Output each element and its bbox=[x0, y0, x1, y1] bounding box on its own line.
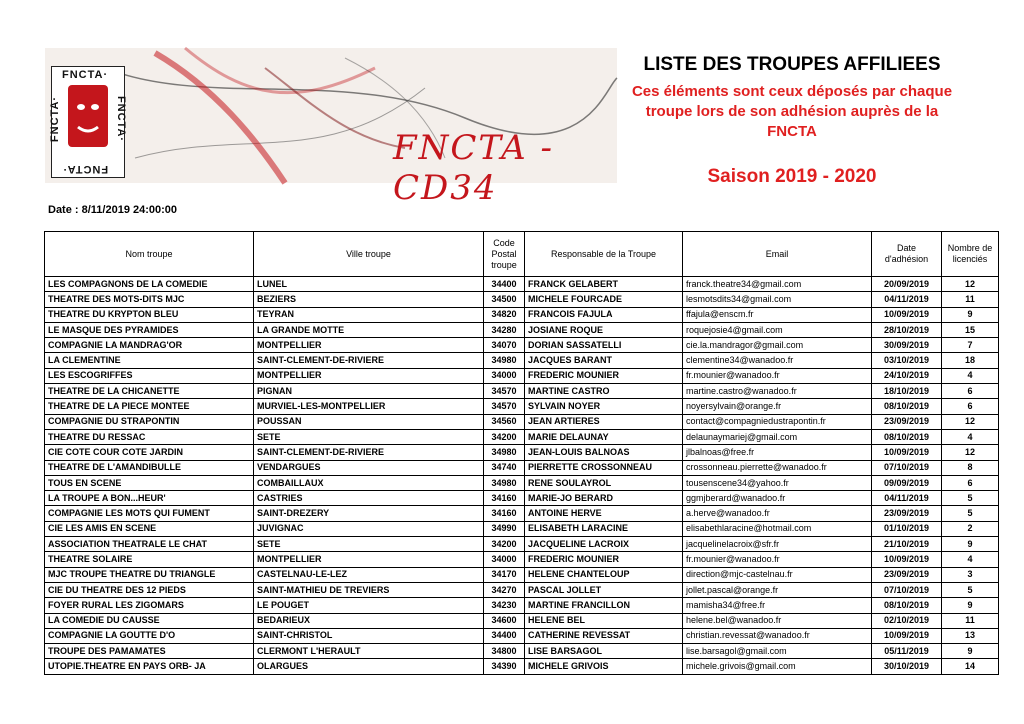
cell-ville: JUVIGNAC bbox=[254, 521, 484, 536]
cell-email: michele.grivois@gmail.com bbox=[683, 659, 872, 674]
cell-code-postal: 34000 bbox=[484, 552, 525, 567]
cell-email: martine.castro@wanadoo.fr bbox=[683, 384, 872, 399]
cell-licencies: 9 bbox=[942, 598, 999, 613]
cell-ville: CASTRIES bbox=[254, 491, 484, 506]
cell-licencies: 11 bbox=[942, 292, 999, 307]
cell-date: 04/11/2019 bbox=[872, 292, 942, 307]
cell-responsable: FRANCK GELABERT bbox=[525, 277, 683, 292]
col-header-responsable: Responsable de la Troupe bbox=[525, 232, 683, 277]
cell-date: 08/10/2019 bbox=[872, 429, 942, 444]
cell-nom-troupe: ASSOCIATION THEATRALE LE CHAT bbox=[45, 537, 254, 552]
cell-nom-troupe: CIE LES AMIS EN SCENE bbox=[45, 521, 254, 536]
cell-email: tousenscene34@yahoo.fr bbox=[683, 475, 872, 490]
cell-responsable: PIERRETTE CROSSONNEAU bbox=[525, 460, 683, 475]
cell-email: jollet.pascal@orange.fr bbox=[683, 582, 872, 597]
cell-licencies: 6 bbox=[942, 399, 999, 414]
table-row bbox=[45, 307, 999, 322]
cell-date: 24/10/2019 bbox=[872, 368, 942, 383]
cell-ville: MURVIEL-LES-MONTPELLIER bbox=[254, 399, 484, 414]
cell-nom-troupe: THEATRE DE LA CHICANETTE bbox=[45, 384, 254, 399]
cell-nom-troupe: LA CLEMENTINE bbox=[45, 353, 254, 368]
cell-email: franck.theatre34@gmail.com bbox=[683, 277, 872, 292]
banner-script-text: FNCTA - CD34 bbox=[393, 128, 555, 208]
cell-licencies: 4 bbox=[942, 429, 999, 444]
logo-text-bottom: FNCTA· bbox=[62, 163, 109, 175]
cell-email: helene.bel@wanadoo.fr bbox=[683, 613, 872, 628]
cell-date: 09/09/2019 bbox=[872, 475, 942, 490]
cell-nom-troupe: UTOPIE.THEATRE EN PAYS ORB- JA bbox=[45, 659, 254, 674]
date-line: Date : 8/11/2019 24:00:00 bbox=[48, 204, 178, 216]
cell-licencies: 12 bbox=[942, 414, 999, 429]
cell-nom-troupe: THEATRE DU KRYPTON BLEU bbox=[45, 307, 254, 322]
cell-responsable: JEAN ARTIERES bbox=[525, 414, 683, 429]
table-row bbox=[45, 475, 999, 490]
cell-ville: MONTPELLIER bbox=[254, 368, 484, 383]
cell-responsable: MARIE-JO BERARD bbox=[525, 491, 683, 506]
cell-date: 01/10/2019 bbox=[872, 521, 942, 536]
season-label: Saison 2019 - 2020 bbox=[707, 166, 877, 187]
table-row bbox=[45, 368, 999, 383]
cell-code-postal: 34170 bbox=[484, 567, 525, 582]
cell-email: ffajula@enscm.fr bbox=[683, 307, 872, 322]
cell-responsable: RENE SOULAYROL bbox=[525, 475, 683, 490]
cell-email: crossonneau.pierrette@wanadoo.fr bbox=[683, 460, 872, 475]
cell-licencies: 6 bbox=[942, 475, 999, 490]
cell-nom-troupe: CIE COTE COUR COTE JARDIN bbox=[45, 445, 254, 460]
cell-licencies: 12 bbox=[942, 445, 999, 460]
cell-ville: SAINT-CHRISTOL bbox=[254, 628, 484, 643]
cell-email: clementine34@wanadoo.fr bbox=[683, 353, 872, 368]
cell-email: christian.revessat@wanadoo.fr bbox=[683, 628, 872, 643]
cell-nom-troupe: LA COMEDIE DU CAUSSE bbox=[45, 613, 254, 628]
cell-code-postal: 34980 bbox=[484, 353, 525, 368]
cell-responsable: MICHELE FOURCADE bbox=[525, 292, 683, 307]
cell-licencies: 5 bbox=[942, 506, 999, 521]
cell-nom-troupe: COMPAGNIE LES MOTS QUI FUMENT bbox=[45, 506, 254, 521]
col-header-email: Email bbox=[683, 232, 872, 277]
table-row bbox=[45, 353, 999, 368]
header-banner bbox=[45, 48, 617, 208]
cell-email: a.herve@wanadoo.fr bbox=[683, 506, 872, 521]
table-row bbox=[45, 429, 999, 444]
table-row bbox=[45, 384, 999, 399]
cell-date: 02/10/2019 bbox=[872, 613, 942, 628]
cell-nom-troupe: THEATRE DU RESSAC bbox=[45, 429, 254, 444]
cell-licencies: 2 bbox=[942, 521, 999, 536]
cell-ville: BEZIERS bbox=[254, 292, 484, 307]
cell-date: 03/10/2019 bbox=[872, 353, 942, 368]
cell-date: 08/10/2019 bbox=[872, 399, 942, 414]
cell-email: direction@mjc-castelnau.fr bbox=[683, 567, 872, 582]
cell-responsable: JOSIANE ROQUE bbox=[525, 322, 683, 337]
cell-date: 04/11/2019 bbox=[872, 491, 942, 506]
cell-licencies: 7 bbox=[942, 338, 999, 353]
cell-licencies: 4 bbox=[942, 552, 999, 567]
cell-ville: BEDARIEUX bbox=[254, 613, 484, 628]
col-header-nom-troupe: Nom troupe bbox=[45, 232, 254, 277]
cell-code-postal: 34600 bbox=[484, 613, 525, 628]
cell-responsable: DORIAN SASSATELLI bbox=[525, 338, 683, 353]
cell-code-postal: 34280 bbox=[484, 322, 525, 337]
cell-responsable: FRANCOIS FAJULA bbox=[525, 307, 683, 322]
col-header-ville-troupe: Ville troupe bbox=[254, 232, 484, 277]
cell-responsable: HELENE CHANTELOUP bbox=[525, 567, 683, 582]
cell-code-postal: 34980 bbox=[484, 475, 525, 490]
cell-nom-troupe: LES ESCOGRIFFES bbox=[45, 368, 254, 383]
table-row bbox=[45, 552, 999, 567]
cell-date: 30/09/2019 bbox=[872, 338, 942, 353]
cell-responsable: FREDERIC MOUNIER bbox=[525, 368, 683, 383]
table-row bbox=[45, 598, 999, 613]
cell-ville: MONTPELLIER bbox=[254, 552, 484, 567]
table-row bbox=[45, 338, 999, 353]
cell-ville: MONTPELLIER bbox=[254, 338, 484, 353]
theatre-mask-icon bbox=[68, 85, 108, 147]
cell-date: 10/09/2019 bbox=[872, 628, 942, 643]
table-row bbox=[45, 506, 999, 521]
cell-responsable: SYLVAIN NOYER bbox=[525, 399, 683, 414]
table-row bbox=[45, 414, 999, 429]
cell-date: 07/10/2019 bbox=[872, 582, 942, 597]
cell-email: ggmjberard@wanadoo.fr bbox=[683, 491, 872, 506]
table-row bbox=[45, 491, 999, 506]
cell-date: 07/10/2019 bbox=[872, 460, 942, 475]
table-row bbox=[45, 582, 999, 597]
cell-date: 20/09/2019 bbox=[872, 277, 942, 292]
cell-code-postal: 34070 bbox=[484, 338, 525, 353]
cell-responsable: MARIE DELAUNAY bbox=[525, 429, 683, 444]
cell-code-postal: 34820 bbox=[484, 307, 525, 322]
cell-date: 08/10/2019 bbox=[872, 598, 942, 613]
page-subtitle: Ces éléments sont ceux déposés par chaque troupe lors de son adhésion auprès de la FNCTA bbox=[631, 83, 953, 140]
table-row bbox=[45, 659, 999, 674]
logo-text-left: FNCTA· bbox=[49, 95, 62, 143]
cell-licencies: 5 bbox=[942, 582, 999, 597]
cell-date: 05/11/2019 bbox=[872, 644, 942, 659]
cell-ville: SETE bbox=[254, 429, 484, 444]
cell-licencies: 18 bbox=[942, 353, 999, 368]
cell-code-postal: 34160 bbox=[484, 491, 525, 506]
cell-ville: COMBAILLAUX bbox=[254, 475, 484, 490]
col-header-nombre-licencies: Nombre de licenciés bbox=[942, 232, 999, 277]
cell-licencies: 9 bbox=[942, 644, 999, 659]
table-body bbox=[45, 277, 999, 675]
cell-responsable: PASCAL JOLLET bbox=[525, 582, 683, 597]
cell-email: noyersylvain@orange.fr bbox=[683, 399, 872, 414]
table-row bbox=[45, 521, 999, 536]
logo-text-right: FNCTA· bbox=[114, 95, 127, 143]
cell-responsable: JACQUES BARANT bbox=[525, 353, 683, 368]
fncta-logo bbox=[51, 66, 125, 178]
table-header-row bbox=[45, 232, 999, 277]
cell-nom-troupe: COMPAGNIE LA MANDRAG'OR bbox=[45, 338, 254, 353]
cell-code-postal: 34390 bbox=[484, 659, 525, 674]
cell-nom-troupe: COMPAGNIE LA GOUTTE D'O bbox=[45, 628, 254, 643]
table-row bbox=[45, 628, 999, 643]
table-row bbox=[45, 277, 999, 292]
cell-code-postal: 34200 bbox=[484, 537, 525, 552]
cell-ville: LUNEL bbox=[254, 277, 484, 292]
cell-nom-troupe: COMPAGNIE DU STRAPONTIN bbox=[45, 414, 254, 429]
cell-nom-troupe: LA TROUPE A BON...HEUR' bbox=[45, 491, 254, 506]
cell-date: 28/10/2019 bbox=[872, 322, 942, 337]
cell-ville: POUSSAN bbox=[254, 414, 484, 429]
cell-email: elisabethlaracine@hotmail.com bbox=[683, 521, 872, 536]
cell-ville: SETE bbox=[254, 537, 484, 552]
cell-ville: VENDARGUES bbox=[254, 460, 484, 475]
cell-responsable: JEAN-LOUIS BALNOAS bbox=[525, 445, 683, 460]
cell-responsable: ELISABETH LARACINE bbox=[525, 521, 683, 536]
cell-email: roquejosie4@gmail.com bbox=[683, 322, 872, 337]
table-row bbox=[45, 644, 999, 659]
table-row bbox=[45, 537, 999, 552]
cell-code-postal: 34200 bbox=[484, 429, 525, 444]
cell-nom-troupe: FOYER RURAL LES ZIGOMARS bbox=[45, 598, 254, 613]
cell-email: fr.mounier@wanadoo.fr bbox=[683, 368, 872, 383]
cell-ville: SAINT-MATHIEU DE TREVIERS bbox=[254, 582, 484, 597]
cell-responsable: MARTINE FRANCILLON bbox=[525, 598, 683, 613]
cell-responsable: CATHERINE REVESSAT bbox=[525, 628, 683, 643]
cell-licencies: 11 bbox=[942, 613, 999, 628]
cell-responsable: JACQUELINE LACROIX bbox=[525, 537, 683, 552]
cell-date: 23/09/2019 bbox=[872, 414, 942, 429]
cell-date: 23/09/2019 bbox=[872, 506, 942, 521]
col-header-date-adhesion: Date d'adhésion bbox=[872, 232, 942, 277]
cell-responsable: FREDERIC MOUNIER bbox=[525, 552, 683, 567]
cell-email: cie.la.mandragor@gmail.com bbox=[683, 338, 872, 353]
cell-code-postal: 34400 bbox=[484, 277, 525, 292]
cell-email: mamisha34@free.fr bbox=[683, 598, 872, 613]
cell-nom-troupe: TROUPE DES PAMAMATES bbox=[45, 644, 254, 659]
cell-code-postal: 34500 bbox=[484, 292, 525, 307]
cell-nom-troupe: TOUS EN SCENE bbox=[45, 475, 254, 490]
cell-date: 21/10/2019 bbox=[872, 537, 942, 552]
cell-email: fr.mounier@wanadoo.fr bbox=[683, 552, 872, 567]
cell-licencies: 9 bbox=[942, 537, 999, 552]
table-row bbox=[45, 567, 999, 582]
cell-ville: CLERMONT L'HERAULT bbox=[254, 644, 484, 659]
table-row bbox=[45, 460, 999, 475]
cell-code-postal: 34570 bbox=[484, 399, 525, 414]
cell-ville: SAINT-CLEMENT-DE-RIVIERE bbox=[254, 353, 484, 368]
table-row bbox=[45, 322, 999, 337]
cell-responsable: ANTOINE HERVE bbox=[525, 506, 683, 521]
cell-licencies: 15 bbox=[942, 322, 999, 337]
cell-ville: SAINT-CLEMENT-DE-RIVIERE bbox=[254, 445, 484, 460]
cell-date: 10/09/2019 bbox=[872, 307, 942, 322]
cell-date: 18/10/2019 bbox=[872, 384, 942, 399]
cell-nom-troupe: THEATRE DE LA PIECE MONTEE bbox=[45, 399, 254, 414]
cell-licencies: 6 bbox=[942, 384, 999, 399]
cell-email: jlbalnoas@free.fr bbox=[683, 445, 872, 460]
logo-text-top: FNCTA· bbox=[62, 69, 109, 81]
table-row bbox=[45, 399, 999, 414]
cell-date: 30/10/2019 bbox=[872, 659, 942, 674]
cell-nom-troupe: LES COMPAGNONS DE LA COMEDIE bbox=[45, 277, 254, 292]
cell-licencies: 13 bbox=[942, 628, 999, 643]
cell-email: jacquelinelacroix@sfr.fr bbox=[683, 537, 872, 552]
cell-licencies: 9 bbox=[942, 307, 999, 322]
cell-code-postal: 34740 bbox=[484, 460, 525, 475]
cell-nom-troupe: MJC TROUPE THEATRE DU TRIANGLE bbox=[45, 567, 254, 582]
cell-code-postal: 34160 bbox=[484, 506, 525, 521]
cell-ville: CASTELNAU-LE-LEZ bbox=[254, 567, 484, 582]
cell-nom-troupe: THEATRE DES MOTS-DITS MJC bbox=[45, 292, 254, 307]
cell-code-postal: 34000 bbox=[484, 368, 525, 383]
cell-licencies: 5 bbox=[942, 491, 999, 506]
cell-email: contact@compagniedustrapontin.fr bbox=[683, 414, 872, 429]
cell-licencies: 8 bbox=[942, 460, 999, 475]
cell-code-postal: 34800 bbox=[484, 644, 525, 659]
cell-responsable: LISE BARSAGOL bbox=[525, 644, 683, 659]
cell-code-postal: 34230 bbox=[484, 598, 525, 613]
cell-ville: LA GRANDE MOTTE bbox=[254, 322, 484, 337]
cell-code-postal: 34560 bbox=[484, 414, 525, 429]
cell-date: 10/09/2019 bbox=[872, 445, 942, 460]
cell-code-postal: 34990 bbox=[484, 521, 525, 536]
cell-ville: OLARGUES bbox=[254, 659, 484, 674]
cell-nom-troupe: CIE DU THEATRE DES 12 PIEDS bbox=[45, 582, 254, 597]
table-row bbox=[45, 445, 999, 460]
cell-nom-troupe: LE MASQUE DES PYRAMIDES bbox=[45, 322, 254, 337]
cell-email: lise.barsagol@gmail.com bbox=[683, 644, 872, 659]
page-title: LISTE DES TROUPES AFFILIEES bbox=[643, 54, 941, 75]
cell-licencies: 14 bbox=[942, 659, 999, 674]
cell-responsable: MICHELE GRIVOIS bbox=[525, 659, 683, 674]
cell-date: 23/09/2019 bbox=[872, 567, 942, 582]
cell-responsable: HELENE BEL bbox=[525, 613, 683, 628]
cell-code-postal: 34400 bbox=[484, 628, 525, 643]
cell-nom-troupe: THEATRE DE L'AMANDIBULLE bbox=[45, 460, 254, 475]
cell-ville: PIGNAN bbox=[254, 384, 484, 399]
troupes-table bbox=[44, 231, 999, 675]
cell-ville: TEYRAN bbox=[254, 307, 484, 322]
table-row bbox=[45, 292, 999, 307]
cell-responsable: MARTINE CASTRO bbox=[525, 384, 683, 399]
cell-nom-troupe: THEATRE SOLAIRE bbox=[45, 552, 254, 567]
cell-email: lesmotsdits34@gmail.com bbox=[683, 292, 872, 307]
table-row bbox=[45, 613, 999, 628]
cell-code-postal: 34270 bbox=[484, 582, 525, 597]
col-header-code-postal: Code Postal troupe bbox=[484, 232, 525, 277]
cell-licencies: 3 bbox=[942, 567, 999, 582]
cell-licencies: 4 bbox=[942, 368, 999, 383]
cell-ville: LE POUGET bbox=[254, 598, 484, 613]
cell-date: 10/09/2019 bbox=[872, 552, 942, 567]
cell-licencies: 12 bbox=[942, 277, 999, 292]
cell-code-postal: 34570 bbox=[484, 384, 525, 399]
cell-ville: SAINT-DREZERY bbox=[254, 506, 484, 521]
cell-code-postal: 34980 bbox=[484, 445, 525, 460]
cell-email: delaunaymariej@gmail.com bbox=[683, 429, 872, 444]
